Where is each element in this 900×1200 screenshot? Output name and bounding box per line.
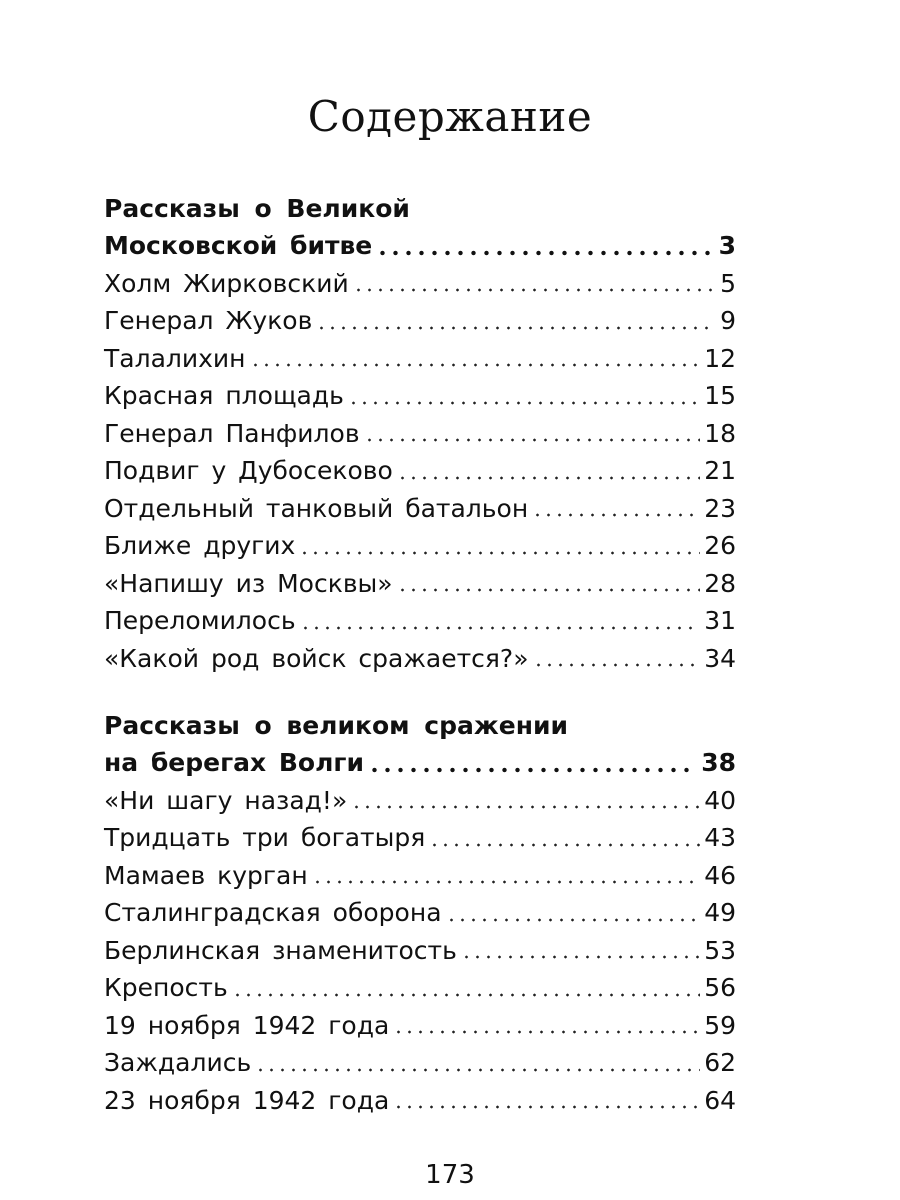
toc-entry-page: 34 [704,643,736,673]
toc-entry-title: Ближе других [104,531,296,560]
toc-entry-title: Мамаев курган [104,860,308,890]
toc-entry-page: 43 [704,823,736,852]
section-page-number: 38 [701,748,736,777]
toc-entry[interactable] [104,602,736,640]
dot-leader [250,362,701,368]
toc-entry-page: 31 [704,606,736,635]
toc-entry-title: Генерал Панфилов [104,418,360,448]
dot-leader [316,325,716,331]
toc-entry-page: 59 [704,1010,736,1040]
toc-entry-page: 26 [704,531,736,560]
toc-entry-page: 40 [704,785,736,815]
toc-entry-page: 18 [704,418,736,448]
toc-entry-page: 56 [704,973,736,1002]
toc-entry-title: Тридцать три богатыря [104,823,426,852]
toc-entry[interactable] [104,894,736,932]
toc-entry[interactable] [104,452,736,490]
toc-entry-title: 19 ноября 1942 года [104,1010,390,1040]
toc-entry-page: 21 [704,456,736,485]
section-heading-line1: Рассказы о Великой [104,194,410,223]
toc-entry[interactable] [104,640,736,678]
toc-entry[interactable] [104,857,736,895]
toc-entry-title: Крепость [104,973,228,1002]
dot-leader [299,550,700,556]
toc-entry[interactable] [104,265,736,303]
section-heading-line2: на берегах Волги [104,748,364,777]
dot-leader [397,475,700,481]
toc-section-volga [104,707,736,1119]
toc-entry-page: 5 [720,268,736,298]
toc-entry-page: 23 [704,493,736,523]
dot-leader [255,1067,700,1073]
toc-entry[interactable] [104,377,736,415]
page-number: 173 [425,1160,475,1190]
toc-entry-page: 64 [704,1085,736,1115]
section-heading-line1: Рассказы о великом сражении [104,711,568,740]
toc-entry-title: «Ни шагу назад!» [104,785,348,815]
toc-entry[interactable] [104,527,736,565]
toc-entry[interactable] [104,1082,736,1120]
toc-entry-page: 9 [720,306,736,335]
toc-entry-title: Переломилось [104,606,296,635]
toc-entry-title: 23 ноября 1942 года [104,1085,390,1115]
toc-entry-title: Берлинская знаменитость [104,935,457,965]
dot-leader [353,287,716,293]
section-heading-row [104,744,736,782]
toc-entry-title: Отдельный танковый батальон [104,493,529,523]
toc-entry[interactable] [104,340,736,378]
page-title: Содержание [307,92,593,141]
toc-entry-page: 49 [704,898,736,927]
dot-leader [533,662,701,668]
dot-leader [446,917,701,923]
toc-entry-page: 15 [704,381,736,410]
toc-entry-title: «Какой род войск сражается?» [104,643,529,673]
toc-entry-page: 53 [704,935,736,965]
toc-entry-title: «Напишу из Москвы» [104,568,393,598]
toc-entry-title: Холм Жирковский [104,268,349,298]
toc-entries [104,782,736,1120]
dot-leader [376,250,714,256]
dot-leader [429,842,700,848]
toc-entry-title: Сталинградская оборона [104,898,442,927]
dot-leader [348,400,700,406]
dot-leader [300,625,701,631]
section-page-number: 3 [718,231,736,260]
toc-entry-page: 28 [704,568,736,598]
section-heading-line2: Московской битве [104,231,373,260]
dot-leader [364,437,701,443]
toc-entry-title: Заждались [104,1048,252,1077]
toc-entry[interactable] [104,819,736,857]
toc-entry-title: Генерал Жуков [104,306,313,335]
toc-entry-page: 46 [704,860,736,890]
toc-entry[interactable] [104,969,736,1007]
dot-leader [312,879,700,885]
toc-entry-title: Подвиг у Дубосеково [104,456,393,485]
dot-leader [232,992,701,998]
toc-entry[interactable] [104,932,736,970]
toc-entry[interactable] [104,1044,736,1082]
toc-entry-page: 12 [704,343,736,373]
toc-entry[interactable] [104,782,736,820]
dot-leader [397,587,701,593]
dot-leader [393,1104,700,1110]
toc-entry-page: 62 [704,1048,736,1077]
dot-leader [532,512,700,518]
toc-entry-title: Талалихин [104,343,246,373]
toc-entries [104,265,736,678]
toc-entry-title: Красная площадь [104,381,344,410]
toc-entry[interactable] [104,490,736,528]
dot-leader [368,767,697,773]
toc-entry[interactable] [104,565,736,603]
dot-leader [393,1029,700,1035]
section-heading-row [104,227,736,265]
dot-leader [351,804,700,810]
toc-entry[interactable] [104,302,736,340]
toc-entry[interactable] [104,415,736,453]
toc-section-moscow [104,190,736,677]
dot-leader [461,954,700,960]
toc-entry[interactable] [104,1007,736,1045]
